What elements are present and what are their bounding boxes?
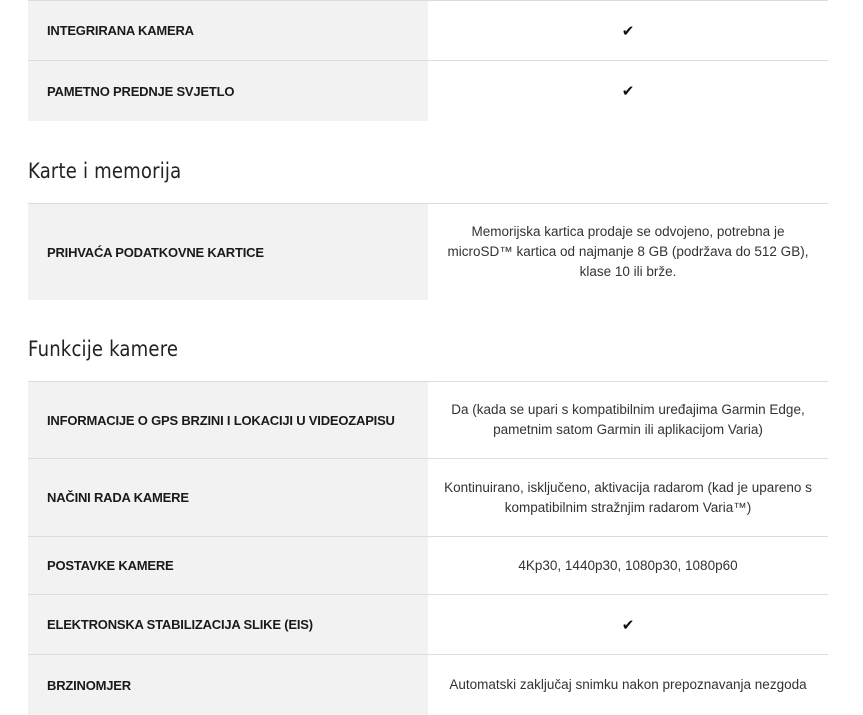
section-title-camera-features: Funkcije kamere — [28, 337, 179, 361]
spec-value: Automatski zaključaj snimku nakon prepoznavanja nezgoda — [449, 677, 807, 692]
checkmark-icon: ✔ — [621, 82, 635, 100]
spec-section-camera-features — [28, 381, 828, 715]
spec-value: 4Kp30, 1440p30, 1080p30, 1080p60 — [518, 557, 738, 573]
spec-row-integrated-camera — [28, 0, 828, 60]
spec-label: ELEKTRONSKA STABILIZACIJA SLIKE (EIS) — [28, 595, 428, 654]
spec-value: Da (kada se upari s kompatibilnim uređajima Garmin Edge, pametnim satom Garmin ili aplikacijom Varia) — [451, 402, 805, 437]
spec-row-speedometer — [28, 654, 828, 715]
checkmark-icon: ✔ — [621, 21, 635, 40]
spec-row-camera-settings — [28, 536, 828, 594]
spec-table-container — [28, 0, 828, 715]
spec-row-data-cards — [28, 203, 828, 300]
spec-label: POSTAVKE KAMERE — [28, 537, 428, 594]
spec-value — [428, 1, 828, 60]
spec-value — [428, 595, 828, 654]
spec-row-camera-modes — [28, 458, 828, 536]
spec-value: Memorijska kartica prodaje se odvojeno, potrebna je microSD™ kartica od najmanje 8 GB (podržava do 512 GB), klase 10 ili brže. — [447, 224, 809, 279]
spec-label: INFORMACIJE O GPS BRZINI I LOKACIJI U VIDEOZAPISU — [28, 382, 428, 458]
spec-label: NAČINI RADA KAMERE — [28, 459, 428, 536]
spec-row-smart-headlight — [28, 60, 828, 121]
spec-label: PRIHVAĆA PODATKOVNE KARTICE — [28, 204, 428, 300]
spec-value: Kontinuirano, isključeno, aktivacija radarom (kad je upareno s kompatibilnim stražnjim radarom Varia™) — [444, 479, 812, 515]
spec-row-eis — [28, 594, 828, 654]
checkmark-icon: ✔ — [621, 615, 635, 634]
spec-label: BRZINOMJER — [28, 655, 428, 715]
spec-row-gps-overlay — [28, 381, 828, 458]
spec-label: PAMETNO PREDNJE SVJETLO — [28, 61, 428, 121]
spec-section-maps-memory — [28, 203, 828, 300]
section-title-maps-memory: Karte i memorija — [28, 159, 182, 183]
spec-label: INTEGRIRANA KAMERA — [28, 1, 428, 60]
spec-value — [428, 61, 828, 121]
spec-section-camera-light — [28, 0, 828, 121]
